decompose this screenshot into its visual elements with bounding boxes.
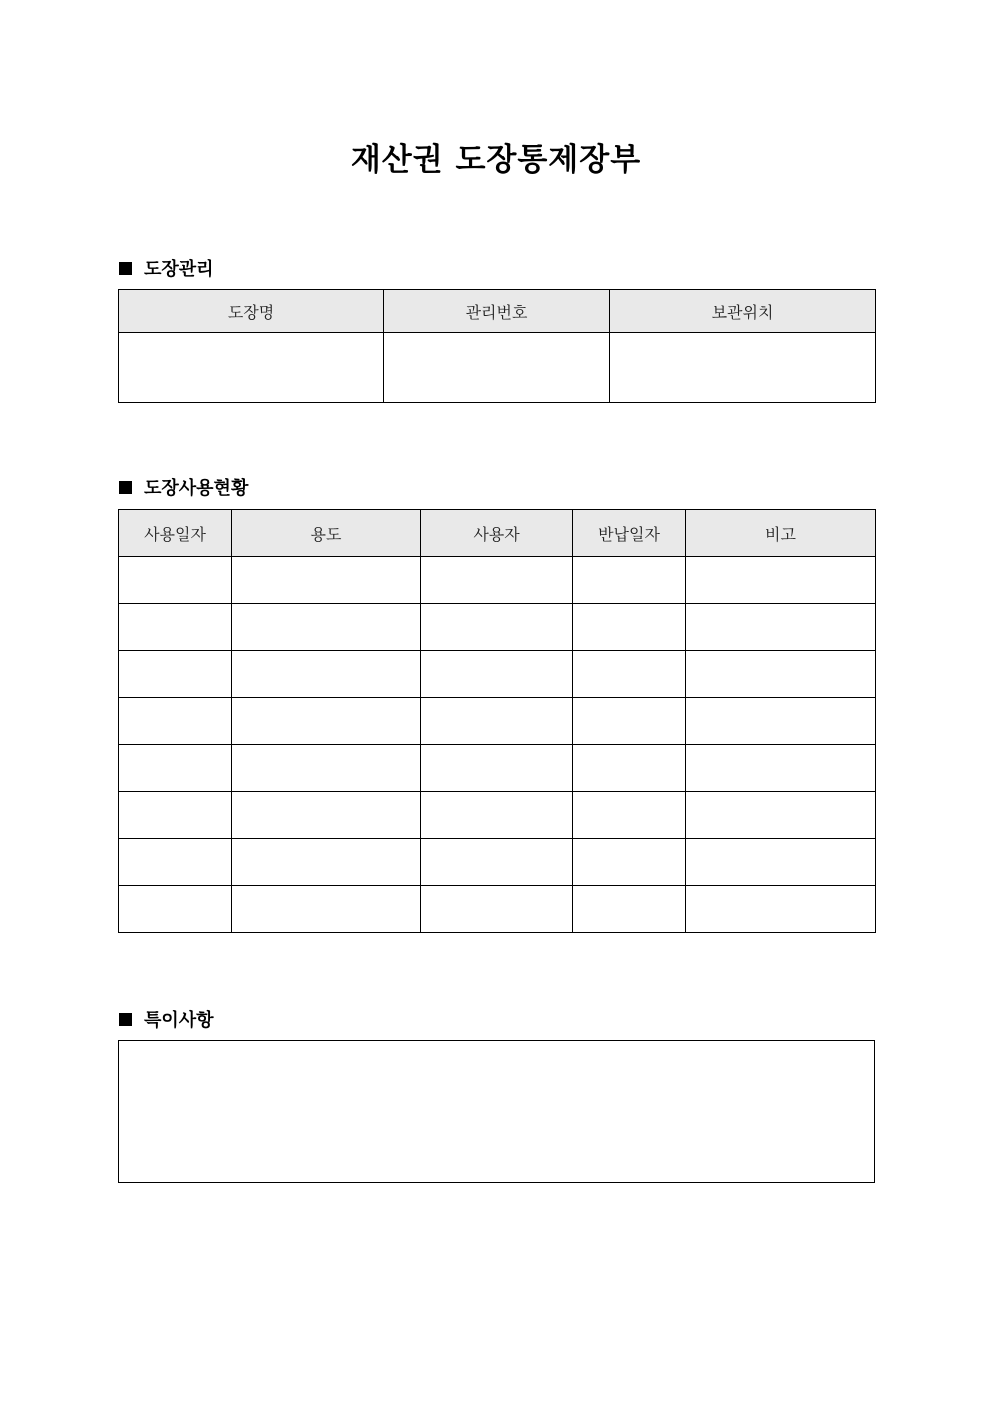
section-heading-seal-management	[119, 255, 214, 281]
bullet-square-icon	[119, 1013, 132, 1026]
usage-date-cell[interactable]	[119, 651, 232, 698]
remarks-cell[interactable]	[686, 557, 876, 604]
return-date-cell[interactable]	[573, 839, 686, 886]
section-heading-seal-usage	[119, 474, 248, 500]
column-header-seal-name: 도장명	[119, 290, 384, 333]
purpose-cell[interactable]	[232, 698, 421, 745]
usage-date-cell[interactable]	[119, 839, 232, 886]
purpose-cell[interactable]	[232, 886, 421, 933]
return-date-cell[interactable]	[573, 557, 686, 604]
table-row	[119, 651, 876, 698]
usage-date-cell[interactable]	[119, 886, 232, 933]
column-header-usage-date: 사용일자	[119, 510, 232, 557]
user-cell[interactable]	[421, 651, 573, 698]
return-date-cell[interactable]	[573, 886, 686, 933]
table-row	[119, 792, 876, 839]
purpose-cell[interactable]	[232, 604, 421, 651]
usage-date-cell[interactable]	[119, 745, 232, 792]
table-row	[119, 698, 876, 745]
management-number-cell[interactable]	[384, 333, 610, 403]
table-row	[119, 604, 876, 651]
seal-usage-table	[118, 509, 876, 933]
return-date-cell[interactable]	[573, 792, 686, 839]
bullet-square-icon	[119, 481, 132, 494]
purpose-cell[interactable]	[232, 792, 421, 839]
user-cell[interactable]	[421, 839, 573, 886]
table-row	[119, 745, 876, 792]
user-cell[interactable]	[421, 698, 573, 745]
remarks-cell[interactable]	[686, 886, 876, 933]
section-heading-label: 도장관리	[144, 259, 214, 280]
return-date-cell[interactable]	[573, 651, 686, 698]
remarks-cell[interactable]	[686, 604, 876, 651]
user-cell[interactable]	[421, 886, 573, 933]
table-row	[119, 886, 876, 933]
special-notes-box[interactable]	[118, 1040, 875, 1183]
purpose-cell[interactable]	[232, 651, 421, 698]
column-header-management-number: 관리번호	[384, 290, 610, 333]
table-row	[119, 839, 876, 886]
section-heading-special-notes	[119, 1006, 214, 1032]
seal-management-table	[118, 289, 876, 403]
remarks-cell[interactable]	[686, 745, 876, 792]
return-date-cell[interactable]	[573, 604, 686, 651]
page-title: 재산권 도장통제장부	[350, 142, 642, 178]
storage-location-cell[interactable]	[610, 333, 876, 403]
table-header-row	[119, 510, 876, 557]
user-cell[interactable]	[421, 557, 573, 604]
purpose-cell[interactable]	[232, 745, 421, 792]
remarks-cell[interactable]	[686, 839, 876, 886]
bullet-square-icon	[119, 262, 132, 275]
table-row	[119, 333, 876, 403]
column-header-storage-location: 보관위치	[610, 290, 876, 333]
remarks-cell[interactable]	[686, 698, 876, 745]
column-header-purpose: 용도	[232, 510, 421, 557]
purpose-cell[interactable]	[232, 557, 421, 604]
column-header-return-date: 반납일자	[573, 510, 686, 557]
return-date-cell[interactable]	[573, 698, 686, 745]
remarks-cell[interactable]	[686, 651, 876, 698]
user-cell[interactable]	[421, 745, 573, 792]
usage-date-cell[interactable]	[119, 604, 232, 651]
remarks-cell[interactable]	[686, 792, 876, 839]
column-header-user: 사용자	[421, 510, 573, 557]
table-row	[119, 557, 876, 604]
section-heading-label: 특이사항	[144, 1010, 214, 1031]
usage-date-cell[interactable]	[119, 792, 232, 839]
return-date-cell[interactable]	[573, 745, 686, 792]
table-header-row	[119, 290, 876, 333]
user-cell[interactable]	[421, 792, 573, 839]
usage-date-cell[interactable]	[119, 557, 232, 604]
purpose-cell[interactable]	[232, 839, 421, 886]
user-cell[interactable]	[421, 604, 573, 651]
section-heading-label: 도장사용현황	[144, 478, 249, 499]
usage-date-cell[interactable]	[119, 698, 232, 745]
seal-name-cell[interactable]	[119, 333, 384, 403]
column-header-remarks: 비고	[686, 510, 876, 557]
